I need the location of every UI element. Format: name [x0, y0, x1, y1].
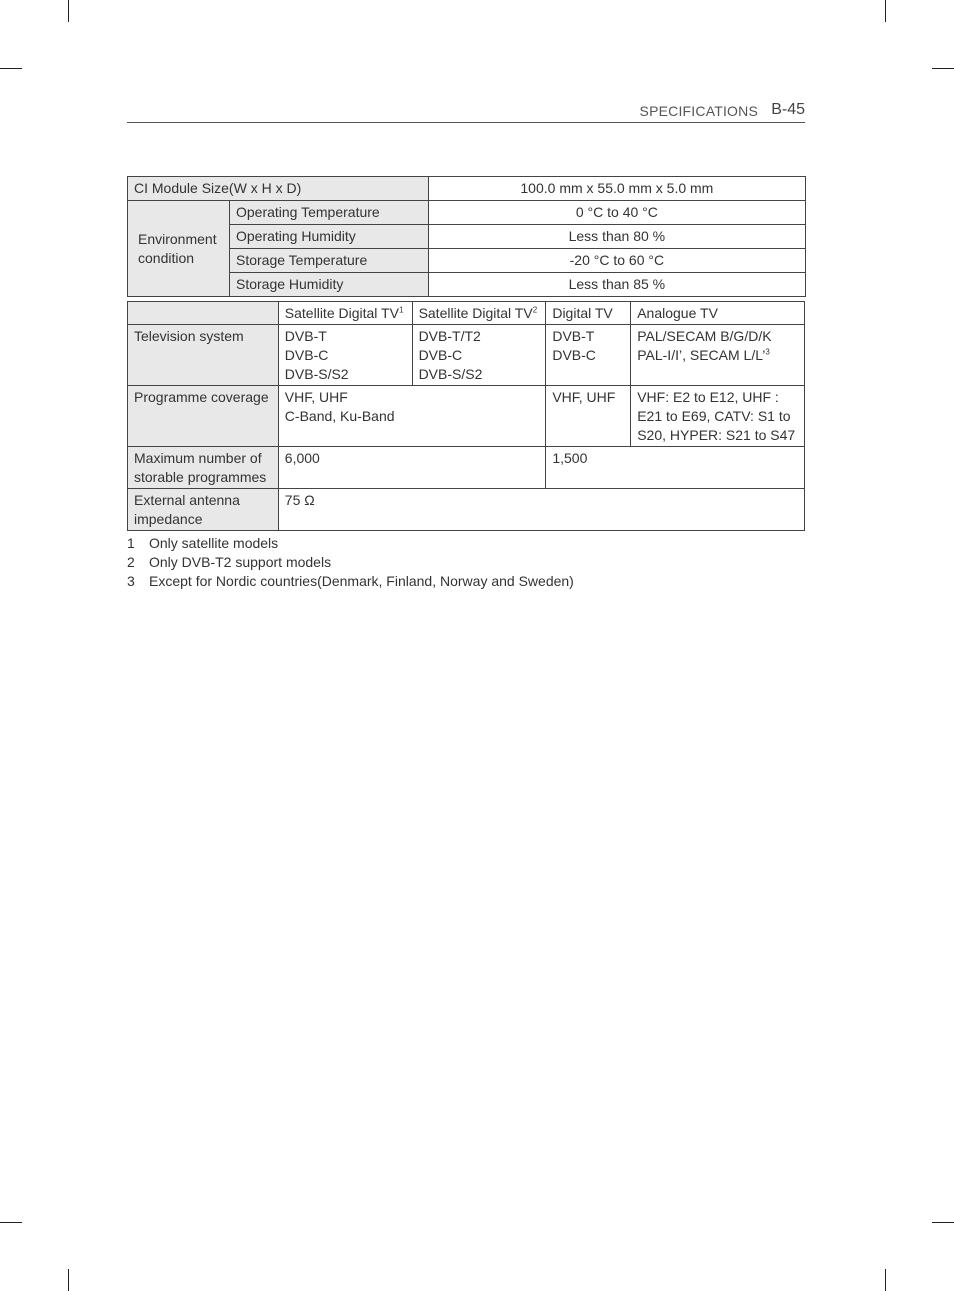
- table-row: [128, 273, 806, 297]
- env-row-label: Storage Humidity: [229, 273, 428, 297]
- television-system-label: Television system: [128, 325, 279, 386]
- table-row: [128, 201, 806, 225]
- max-programmes-other: 1,500: [546, 447, 805, 489]
- crop-mark: [885, 1269, 886, 1291]
- table-row: [128, 386, 805, 447]
- ci-module-label: CI Module Size(W x H x D): [128, 177, 429, 201]
- footnotes: [127, 534, 574, 591]
- environment-label: Environment condition: [128, 201, 230, 297]
- section-title: SPECIFICATIONS: [639, 103, 758, 119]
- crop-mark: [0, 68, 22, 69]
- env-row-label: Operating Temperature: [229, 201, 428, 225]
- table-row: [128, 447, 805, 489]
- env-row-label: Operating Humidity: [229, 225, 428, 249]
- max-programmes-satellite: 6,000: [278, 447, 546, 489]
- crop-mark: [885, 0, 886, 22]
- ci-module-value: 100.0 mm x 55.0 mm x 5.0 mm: [428, 177, 805, 201]
- crop-mark: [68, 0, 69, 22]
- table-row: [128, 489, 805, 531]
- programme-coverage-analogue: VHF: E2 to E12, UHF : E21 to E69, CATV: S1 to S20, HYPER: S21 to S47: [631, 386, 805, 447]
- programme-coverage-satellite: VHF, UHF C-Band, Ku-Band: [278, 386, 546, 447]
- programme-coverage-label: Programme coverage: [128, 386, 279, 447]
- television-system-analogue: PAL/SECAM B/G/D/K PAL-I/I’, SECAM L/L’$^3$: [631, 325, 805, 386]
- table-row: [128, 177, 806, 201]
- env-row-value: -20 °C to 60 °C: [428, 249, 805, 273]
- header-empty: [128, 302, 279, 325]
- header-sat2: Satellite Digital $TV^2$: [412, 302, 546, 325]
- env-row-label: Storage Temperature: [229, 249, 428, 273]
- antenna-value: 75 Ω: [278, 489, 804, 531]
- spec-table: [127, 176, 806, 297]
- header-sat1: Satellite Digital $TV^1$: [278, 302, 412, 325]
- max-programmes-label: Maximum number of storable programmes: [128, 447, 279, 489]
- footnote: 3 Except for Nordic countries(Denmark, Finland, Norway and Sweden): [127, 573, 574, 589]
- crop-mark: [932, 68, 954, 69]
- crop-mark: [0, 1222, 22, 1223]
- env-row-value: Less than 80 %: [428, 225, 805, 249]
- page-number: B-45: [771, 101, 805, 118]
- footnote: 2 Only DVB-T2 support models: [127, 554, 332, 570]
- env-row-value: Less than 85 %: [428, 273, 805, 297]
- television-system-sat2: DVB-T/T2 DVB-C DVB-S/S2: [412, 325, 546, 386]
- footnote: 1 Only satellite models: [127, 535, 279, 551]
- table-header-row: [128, 302, 805, 325]
- television-system-sat1: DVB-T DVB-C DVB-S/S2: [278, 325, 412, 386]
- page-header: [127, 100, 805, 123]
- crop-mark: [68, 1269, 69, 1291]
- tv-spec-table: [127, 301, 805, 531]
- programme-coverage-digital: VHF, UHF: [546, 386, 631, 447]
- header-analogue: Analogue TV: [631, 302, 805, 325]
- table-row: [128, 225, 806, 249]
- table-row: [128, 325, 805, 386]
- table-row: [128, 249, 806, 273]
- crop-mark: [932, 1222, 954, 1223]
- env-row-value: 0 °C to 40 °C: [428, 201, 805, 225]
- television-system-digital: DVB-T DVB-C: [546, 325, 631, 386]
- antenna-label: External antenna impedance: [128, 489, 279, 531]
- header-digital: Digital TV: [546, 302, 631, 325]
